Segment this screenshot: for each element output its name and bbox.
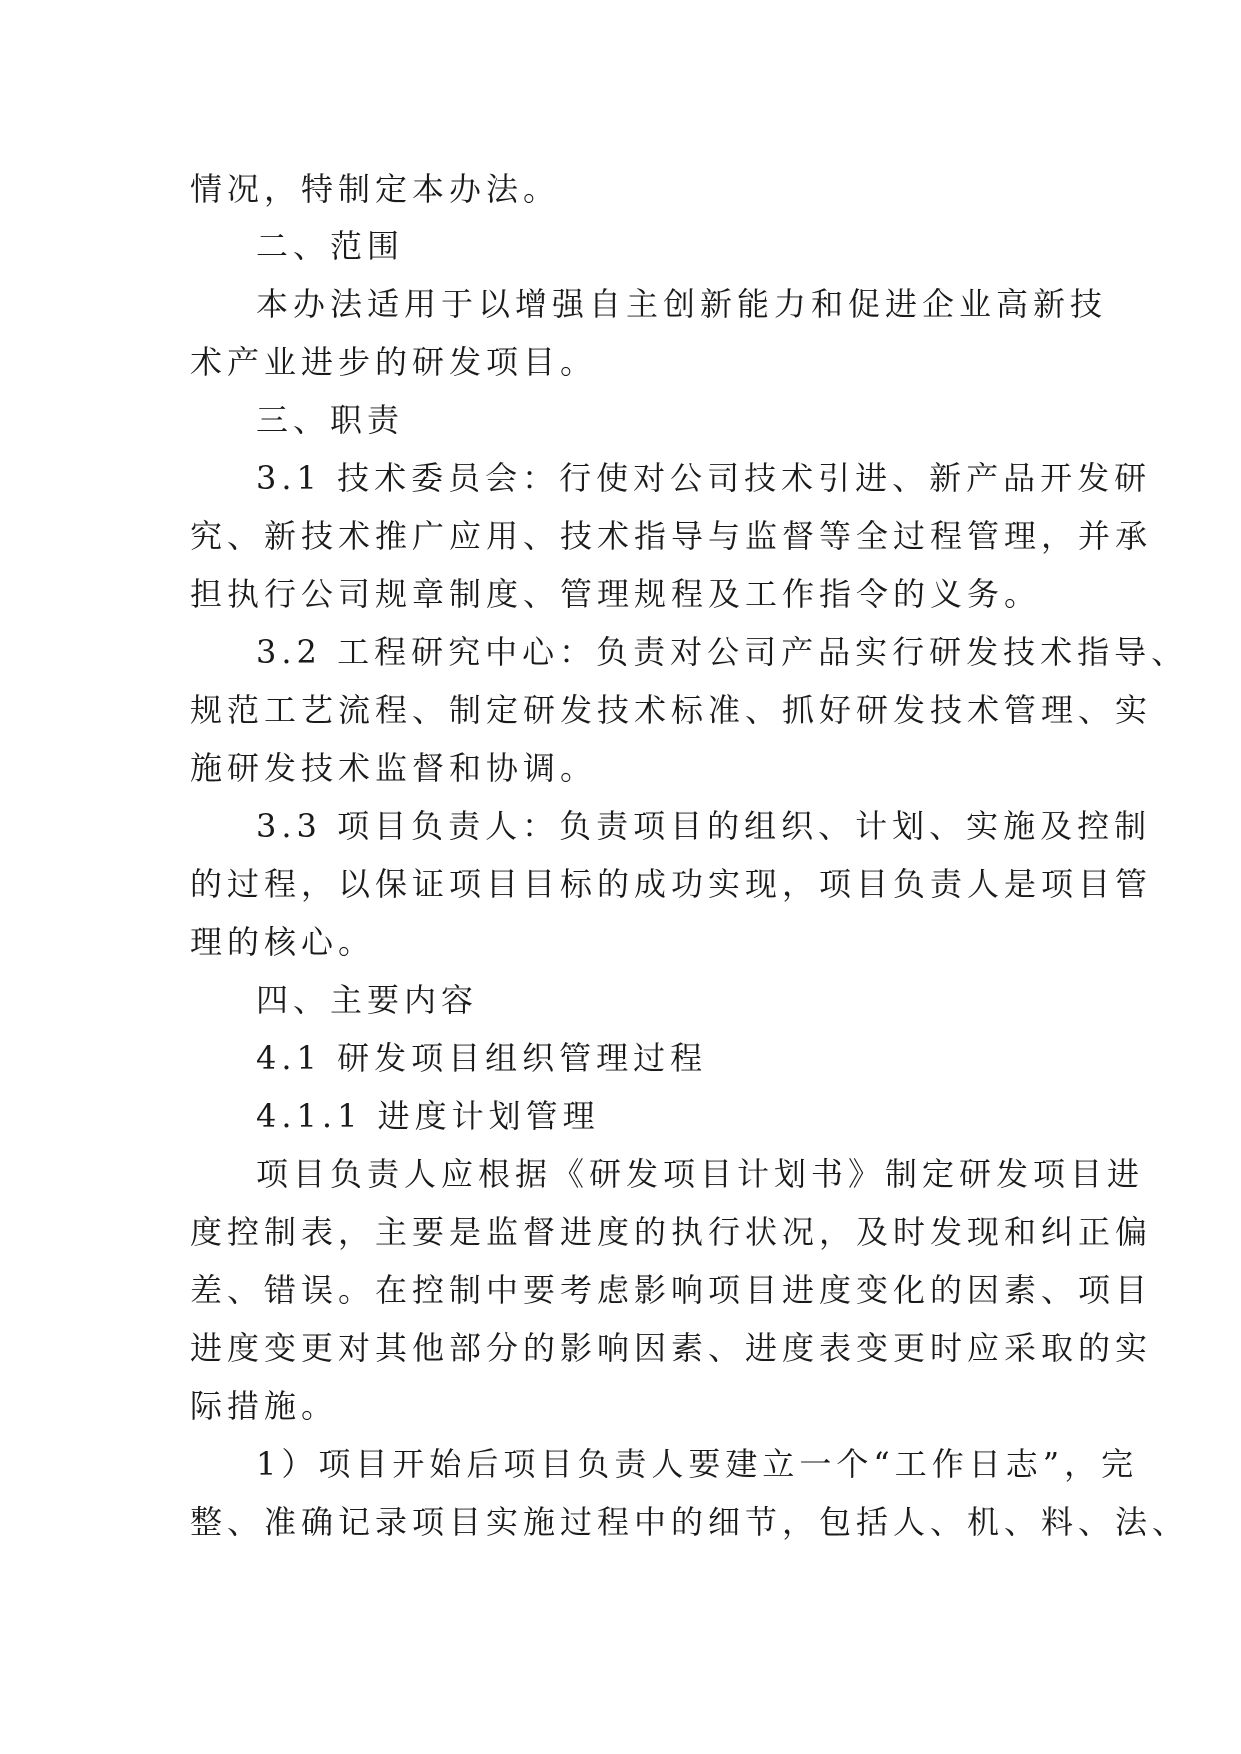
- section-heading: 二、范围: [256, 227, 405, 265]
- text-line: 施研发技术监督和协调。: [190, 749, 598, 787]
- subsection-heading: 4.1.1 进度计划管理: [256, 1097, 600, 1135]
- text-line: 际措施。: [190, 1387, 339, 1425]
- text-line: 本办法适用于以增强自主创新能力和促进企业高新技: [256, 285, 1108, 323]
- text-line: 术产业进步的研发项目。: [190, 343, 598, 381]
- text-line: 项目负责人应根据《研发项目计划书》制定研发项目进: [256, 1155, 1145, 1193]
- text-line: 差、错误。在控制中要考虑影响项目进度变化的因素、项目: [190, 1271, 1153, 1309]
- section-heading: 四、主要内容: [256, 981, 479, 1019]
- text-line: 3.2 工程研究中心：负责对公司产品实行研发技术指导、: [256, 633, 1189, 671]
- text-line: 规范工艺流程、制定研发技术标准、抓好研发技术管理、实: [190, 691, 1153, 729]
- text-line: 情况，特制定本办法。: [190, 170, 561, 208]
- text-line: 担执行公司规章制度、管理规程及工作指令的义务。: [190, 575, 1042, 613]
- section-heading: 三、职责: [256, 401, 405, 439]
- text-line: 的过程，以保证项目目标的成功实现，项目负责人是项目管: [190, 865, 1153, 903]
- text-line: 究、新技术推广应用、技术指导与监督等全过程管理，并承: [190, 517, 1153, 555]
- text-line: 整、准确记录项目实施过程中的细节，包括人、机、料、法、: [190, 1503, 1190, 1541]
- text-line: 3.3 项目负责人：负责项目的组织、计划、实施及控制: [256, 807, 1152, 845]
- text-line: 度控制表，主要是监督进度的执行状况，及时发现和纠正偏: [190, 1213, 1153, 1251]
- text-line: 3.1 技术委员会：行使对公司技术引进、新产品开发研: [256, 459, 1152, 497]
- text-line: 1）项目开始后项目负责人要建立一个“工作日志”，完: [256, 1445, 1139, 1483]
- text-line: 进度变更对其他部分的影响因素、进度表变更时应采取的实: [190, 1329, 1153, 1367]
- subsection-heading: 4.1 研发项目组织管理过程: [256, 1039, 708, 1077]
- text-line: 理的核心。: [190, 923, 376, 961]
